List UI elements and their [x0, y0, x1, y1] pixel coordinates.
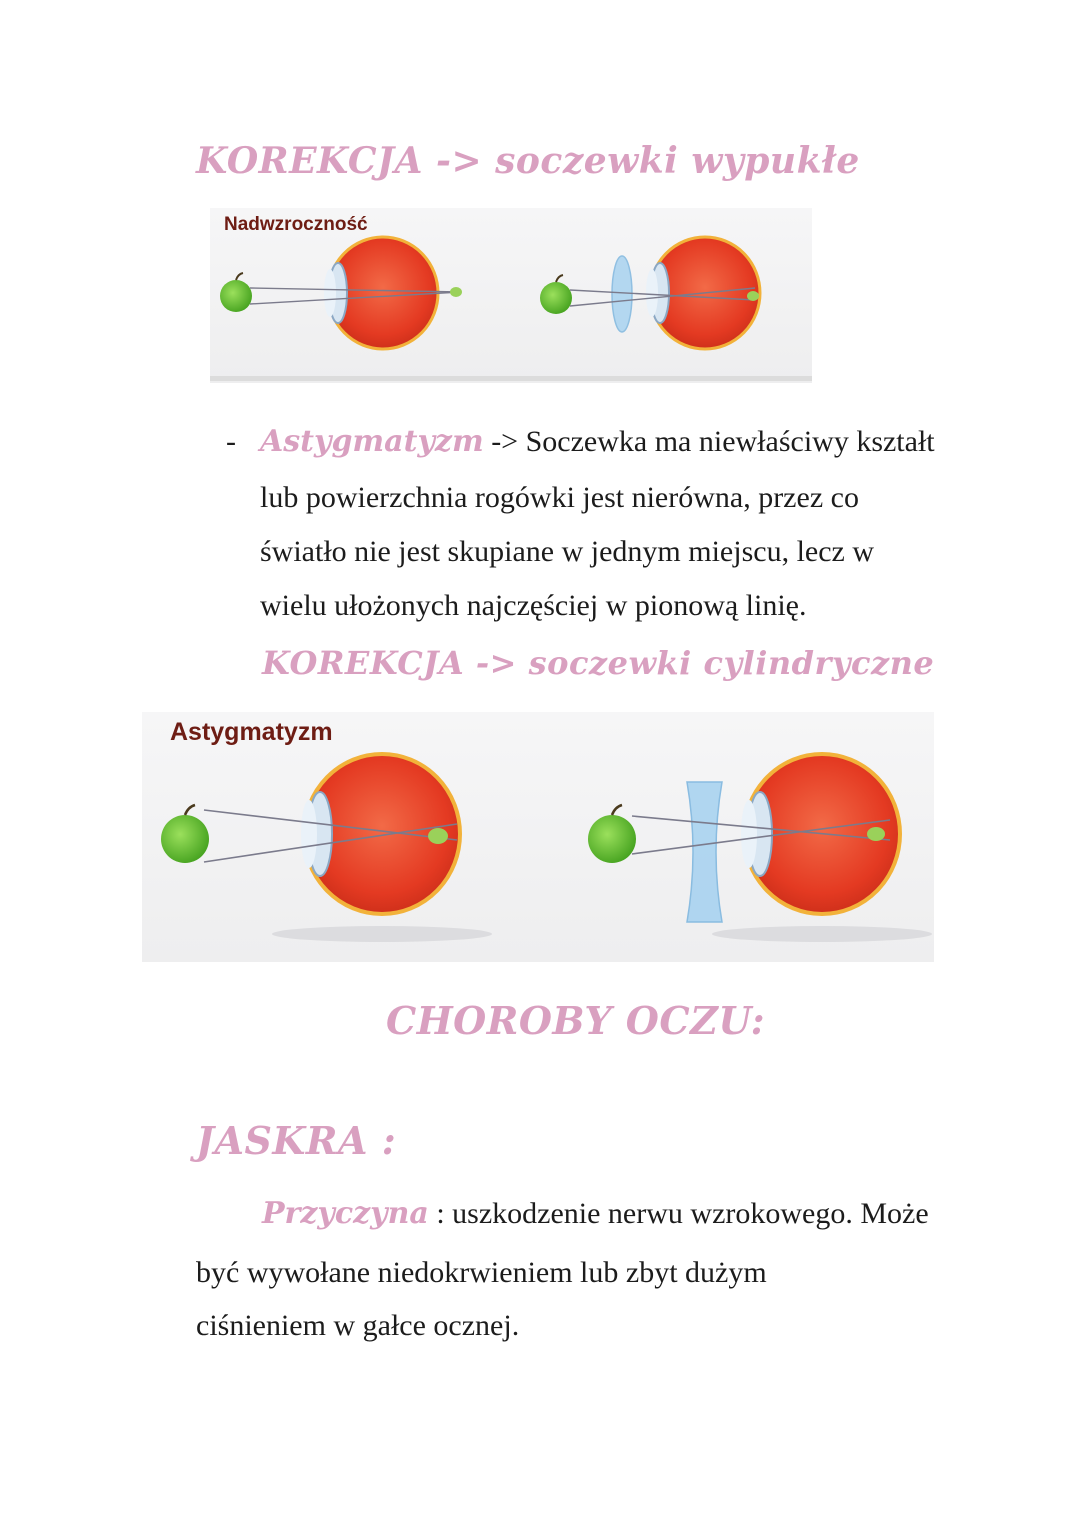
focus-point — [867, 827, 885, 841]
figure-title: Astygmatyzm — [170, 718, 333, 746]
figure-title: Nadwzroczność — [224, 214, 368, 235]
astigmatism-line-2: lub powierzchnia rogówki jest nierówna, przez co — [260, 481, 859, 514]
focus-point — [747, 291, 759, 301]
figure-astigmatism — [142, 712, 934, 962]
glaucoma-line-1 — [262, 1188, 929, 1240]
convex-lens-icon — [612, 256, 632, 332]
glaucoma-text: : uszkodzenie nerwu wzrokowego. Może — [428, 1197, 929, 1230]
astigmatism-line-4: wielu ułożonych najczęściej w pionową linię. — [260, 589, 807, 622]
section-heading-correction-convex: KOREKCJA -> soczewki wypukłe — [196, 140, 860, 182]
astigmatism-diagram — [142, 712, 934, 962]
apple-icon — [540, 275, 572, 314]
figure-hyperopia — [210, 208, 812, 383]
apple-icon — [161, 805, 209, 863]
section-heading-glaucoma: JASKRA : — [196, 1118, 397, 1163]
bullet-dash: - — [226, 425, 236, 458]
eye-shadow — [712, 926, 932, 942]
astigmatism-text: -> Soczewka ma niewłaściwy kształt — [483, 425, 935, 458]
apple-icon — [588, 805, 636, 863]
section-heading-correction-cylindrical: KOREKCJA -> soczewki cylindryczne — [262, 644, 935, 682]
eye-icon — [324, 237, 438, 349]
glaucoma-line-3: ciśnieniem w gałce ocznej. — [196, 1309, 520, 1342]
apple-icon — [220, 273, 252, 312]
glaucoma-line-2: być wywołane niedokrwieniem lub zbyt dużym — [196, 1256, 767, 1289]
astigmatism-line-1 — [260, 416, 935, 468]
eye-shadow — [272, 926, 492, 942]
section-heading-eye-diseases: CHOROBY OCZU: — [386, 998, 766, 1043]
astigmatism-line-3: światło nie jest skupiane w jednym miejscu, lecz w — [260, 535, 875, 568]
term-cause: Przyczyna — [262, 1196, 429, 1231]
term-astigmatism: Astygmatyzm — [260, 424, 484, 459]
focus-point — [450, 287, 462, 297]
hyperopia-diagram — [210, 208, 812, 383]
cylindrical-lens-icon — [687, 782, 722, 922]
floor-line — [210, 376, 812, 381]
focus-point — [428, 828, 448, 844]
